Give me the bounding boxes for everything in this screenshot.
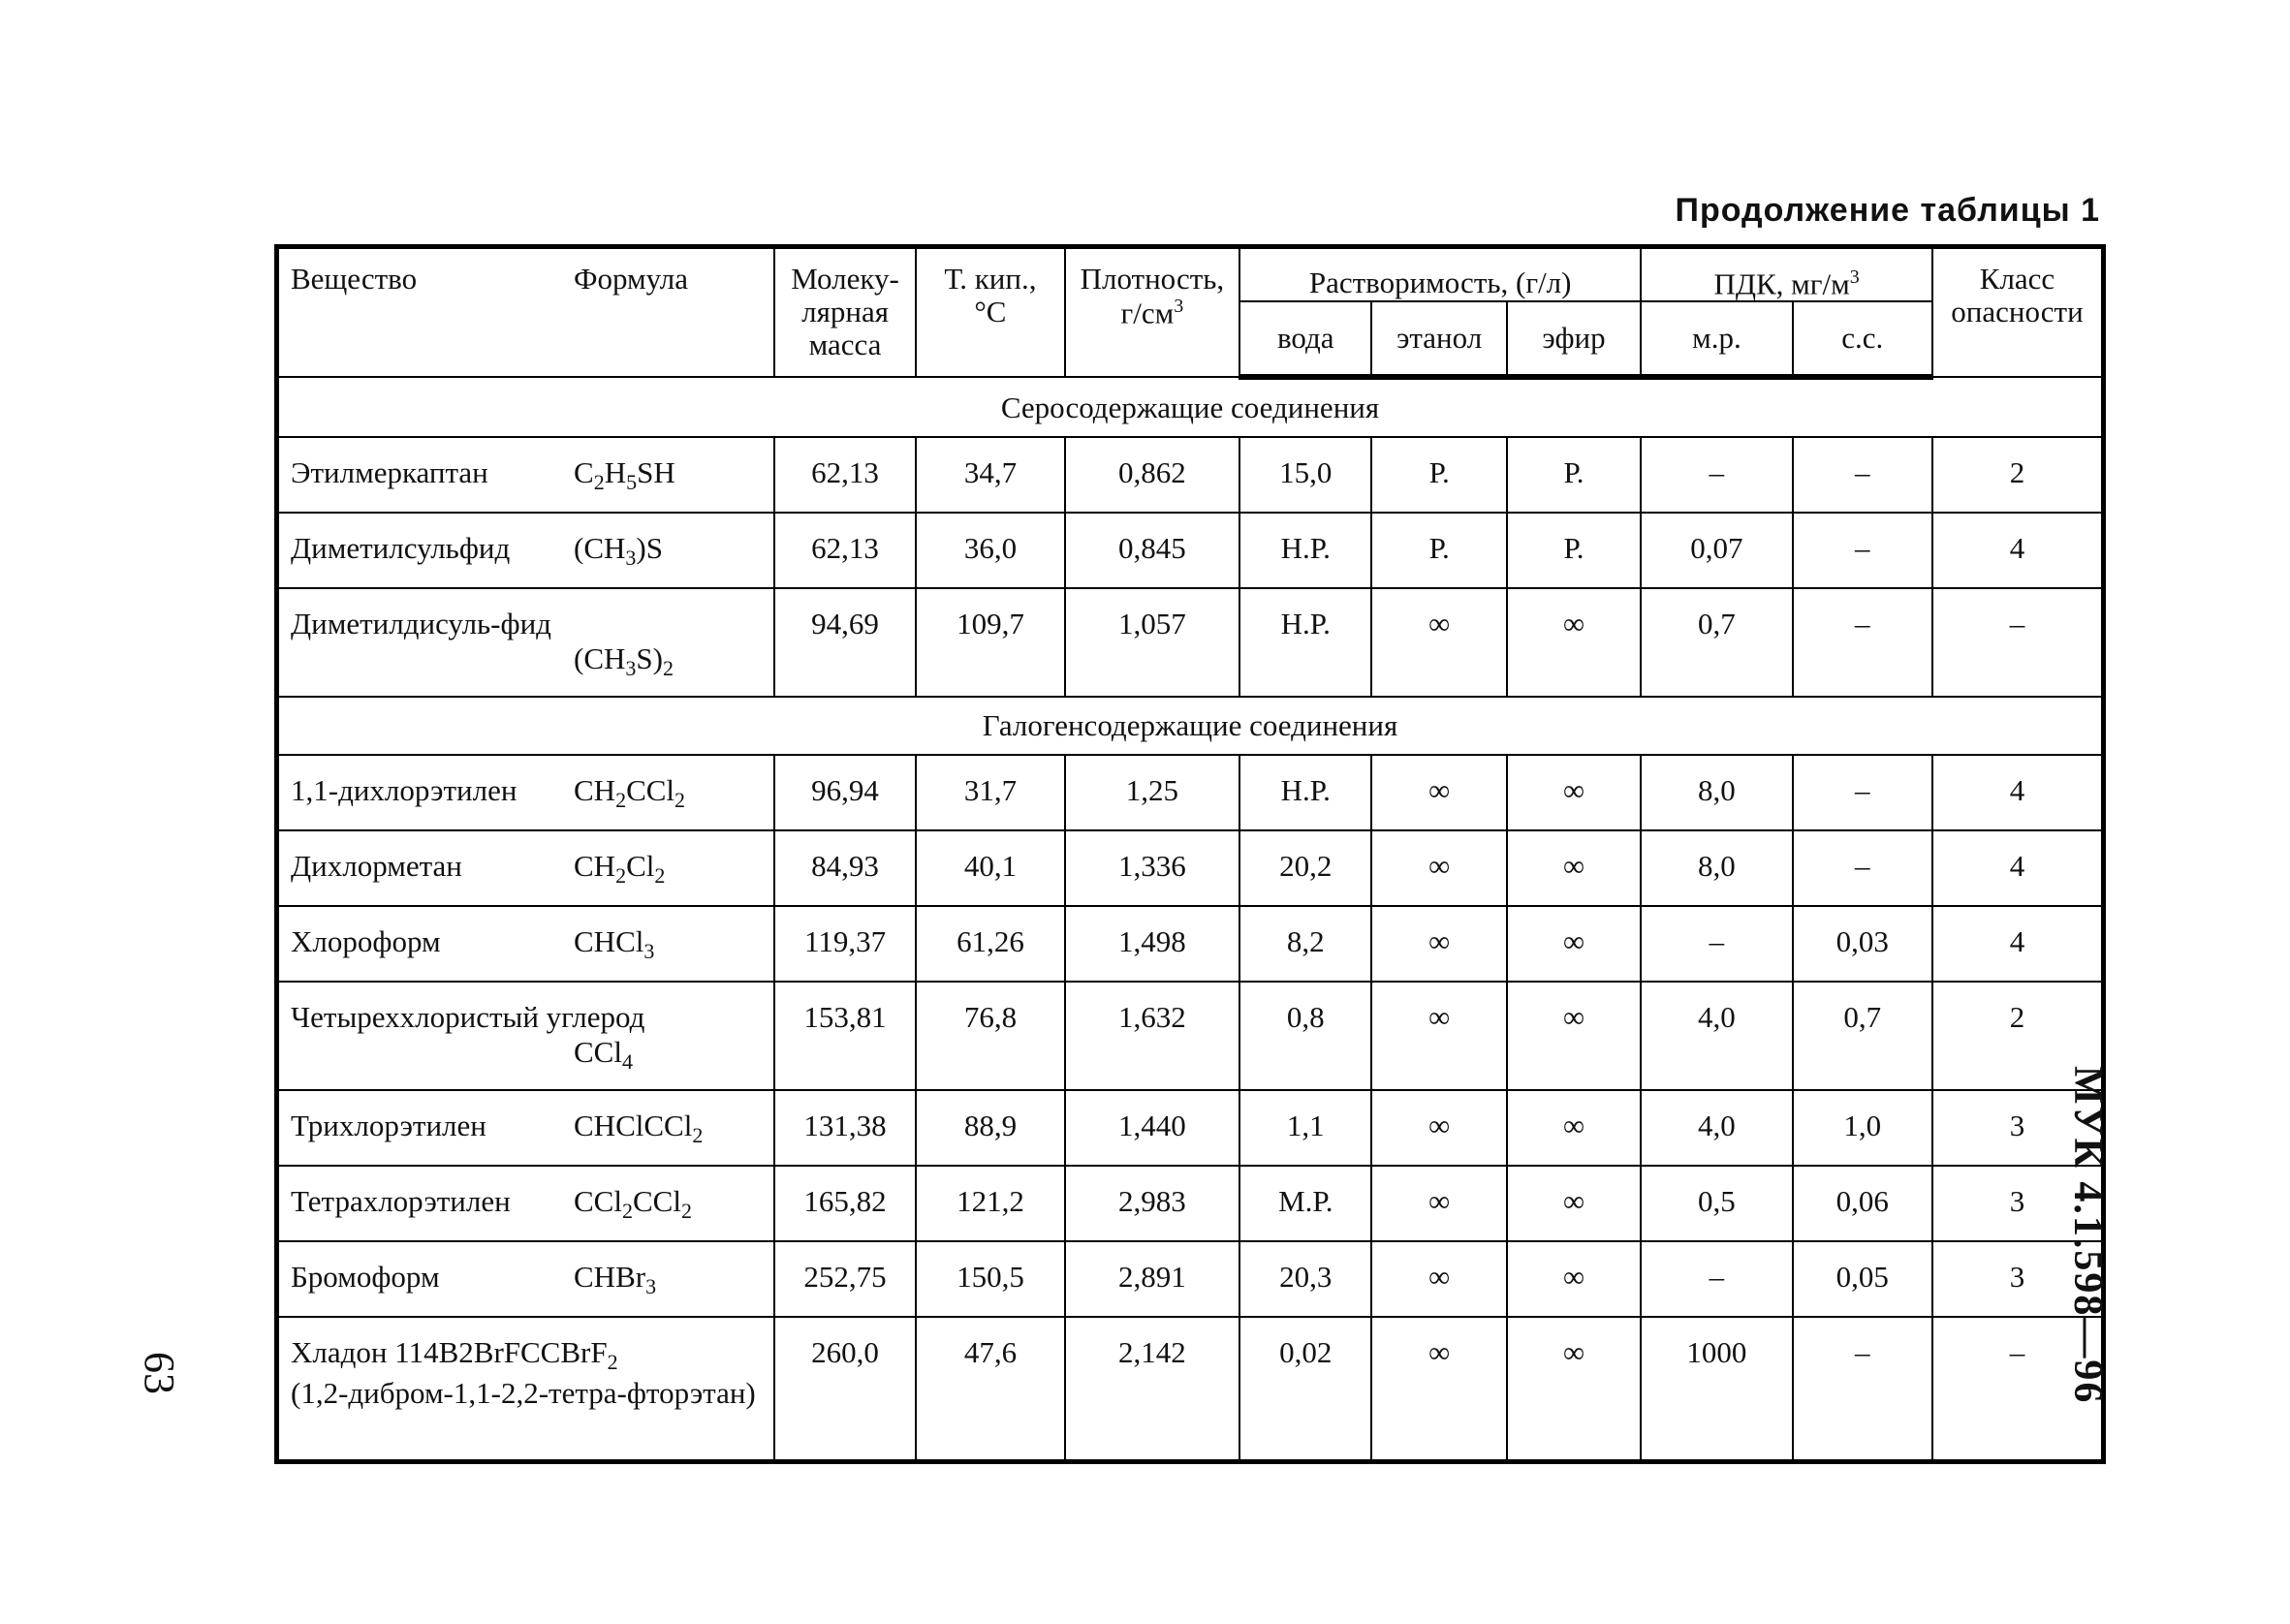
table-row: [277, 1241, 2104, 1317]
hazard-cell: 3: [1932, 1166, 2104, 1241]
mr-cell: 0,7: [1641, 588, 1792, 697]
section-row: [277, 377, 2104, 437]
mass-cell: 131,38: [774, 1090, 916, 1166]
formula: $CH_2CCl_2$: [574, 773, 686, 813]
mr-cell: 8,0: [1641, 830, 1792, 906]
substance-name: Диметилдисуль-фид: [291, 607, 551, 641]
ss-cell: –: [1793, 755, 1932, 830]
ether-cell: ∞: [1507, 1317, 1641, 1462]
mass-cell: 94,69: [774, 588, 916, 697]
table-row: [277, 830, 2104, 906]
density-cell: 0,845: [1065, 513, 1239, 588]
header-density: [1065, 247, 1239, 378]
mass-cell: 84,93: [774, 830, 916, 906]
mass-cell: 153,81: [774, 982, 916, 1090]
table-row: [277, 1166, 2104, 1241]
section-title: Серосодержащие соединения: [277, 377, 2104, 437]
ss-cell: –: [1793, 830, 1932, 906]
hazard-cell: 4: [1932, 830, 2104, 906]
bp-cell: 61,26: [916, 906, 1064, 982]
ethanol-cell: Р.: [1371, 437, 1506, 513]
mr-cell: 0,5: [1641, 1166, 1792, 1241]
properties-table: [274, 244, 2106, 1464]
mass-cell: 62,13: [774, 437, 916, 513]
header-substance: Вещество: [291, 262, 418, 296]
header-formula: Формула: [574, 262, 689, 296]
water-cell: 20,3: [1239, 1241, 1371, 1317]
hazard-cell: 2: [1932, 437, 2104, 513]
mass-cell: 260,0: [774, 1317, 916, 1462]
ethanol-cell: Р.: [1371, 513, 1506, 588]
bp-cell: 76,8: [916, 982, 1064, 1090]
substance-cell: [277, 1241, 774, 1317]
ether-cell: ∞: [1507, 1166, 1641, 1241]
mr-cell: 8,0: [1641, 755, 1792, 830]
water-cell: 0,02: [1239, 1317, 1371, 1462]
mr-cell: –: [1641, 1241, 1792, 1317]
mass-cell: 119,37: [774, 906, 916, 982]
density-cell: 1,498: [1065, 906, 1239, 982]
substance-name: Этилмеркаптан: [291, 455, 488, 490]
header-bp: Т. кип., °С: [916, 247, 1064, 378]
water-cell: 0,8: [1239, 982, 1371, 1090]
table-row: [277, 982, 2104, 1090]
substance-name: Хлороформ: [291, 924, 441, 959]
density-cell: 1,25: [1065, 755, 1239, 830]
bp-cell: 150,5: [916, 1241, 1064, 1317]
substance-cell: [277, 755, 774, 830]
hazard-cell: –: [1932, 588, 2104, 697]
water-cell: Н.Р.: [1239, 755, 1371, 830]
ethanol-cell: ∞: [1371, 755, 1506, 830]
formula: CHClCCl$_2$: [574, 1109, 704, 1148]
ss-cell: 0,05: [1793, 1241, 1932, 1317]
formula: CCl$_4$: [574, 1035, 633, 1075]
substance-name: Тетрахлорэтилен: [291, 1184, 511, 1219]
table-row: [277, 1090, 2104, 1166]
substance-cell: [277, 1090, 774, 1166]
water-cell: 15,0: [1239, 437, 1371, 513]
hazard-cell: –: [1932, 1317, 2104, 1462]
hazard-cell: 2: [1932, 982, 2104, 1090]
density-cell: 1,057: [1065, 588, 1239, 697]
ss-cell: –: [1793, 513, 1932, 588]
formula: BrFCCBrF$_2$: [473, 1335, 618, 1375]
table-row: [277, 437, 2104, 513]
hazard-cell: 3: [1932, 1090, 2104, 1166]
ethanol-cell: ∞: [1371, 1166, 1506, 1241]
substance-cell: [277, 588, 774, 697]
formula: CHCl$_3$: [574, 924, 655, 964]
mass-cell: 252,75: [774, 1241, 916, 1317]
density-cell: 0,862: [1065, 437, 1239, 513]
ether-cell: ∞: [1507, 755, 1641, 830]
density-cell: 1,440: [1065, 1090, 1239, 1166]
header-pdk: [1641, 247, 1932, 302]
water-cell: М.Р.: [1239, 1166, 1371, 1241]
bp-cell: 34,7: [916, 437, 1064, 513]
mr-cell: –: [1641, 906, 1792, 982]
bp-cell: 36,0: [916, 513, 1064, 588]
substance-cell: [277, 513, 774, 588]
header-ss: с.с.: [1793, 301, 1932, 377]
ss-cell: 1,0: [1793, 1090, 1932, 1166]
substance-name: Хладон 114В2: [291, 1335, 474, 1370]
header-substance-formula: [277, 247, 774, 378]
header-pdk-sup: 3: [1849, 266, 1860, 288]
substance-name: Трихлорэтилен: [291, 1109, 486, 1143]
water-cell: 1,1: [1239, 1090, 1371, 1166]
header-mr: м.р.: [1641, 301, 1792, 377]
table-body: [277, 377, 2104, 1462]
substance-note: (1,2-дибром-1,1-2,2-тетра-фторэтан): [291, 1375, 756, 1410]
ether-cell: Р.: [1507, 437, 1641, 513]
header-mol-mass: Молеку-лярная масса: [774, 247, 916, 378]
header-pdk-label: ПДК, мг/м: [1713, 266, 1850, 301]
formula: CHBr$_3$: [574, 1260, 657, 1299]
ether-cell: ∞: [1507, 588, 1641, 697]
header-hazard: Класс опасности: [1932, 247, 2104, 378]
table-row: [277, 513, 2104, 588]
bp-cell: 31,7: [916, 755, 1064, 830]
header-water: вода: [1239, 301, 1371, 377]
bp-cell: 40,1: [916, 830, 1064, 906]
table-row: [277, 906, 2104, 982]
substance-cell: [277, 437, 774, 513]
substance-cell: [277, 906, 774, 982]
header-density-label: Плотность, г/см: [1080, 262, 1225, 330]
header-row-1: [277, 247, 2104, 302]
bp-cell: 47,6: [916, 1317, 1064, 1462]
ether-cell: ∞: [1507, 830, 1641, 906]
formula: $C_2H_5SH$: [574, 455, 675, 495]
ethanol-cell: ∞: [1371, 1241, 1506, 1317]
mr-cell: 0,07: [1641, 513, 1792, 588]
mr-cell: 4,0: [1641, 982, 1792, 1090]
water-cell: 8,2: [1239, 906, 1371, 982]
ss-cell: –: [1793, 588, 1932, 697]
ether-cell: ∞: [1507, 982, 1641, 1090]
section-title: Галогенсодержащие соединения: [277, 697, 2104, 755]
ethanol-cell: ∞: [1371, 906, 1506, 982]
ethanol-cell: ∞: [1371, 588, 1506, 697]
substance-name: Дихлорметан: [291, 849, 462, 884]
ethanol-cell: ∞: [1371, 830, 1506, 906]
ethanol-cell: ∞: [1371, 982, 1506, 1090]
data-table-container: [274, 244, 2106, 1464]
substance-name: Бромоформ: [291, 1260, 440, 1295]
table-caption: Продолжение таблицы 1: [1675, 192, 2100, 229]
header-density-sup: 3: [1174, 296, 1184, 318]
hazard-cell: 4: [1932, 906, 2104, 982]
hazard-cell: 4: [1932, 513, 2104, 588]
table-row: [277, 588, 2104, 697]
substance-cell: [277, 982, 774, 1090]
water-cell: 20,2: [1239, 830, 1371, 906]
substance-name: Четыреххлористый углерод: [291, 1000, 645, 1035]
hazard-cell: 3: [1932, 1241, 2104, 1317]
ether-cell: Р.: [1507, 513, 1641, 588]
bp-cell: 88,9: [916, 1090, 1064, 1166]
bp-cell: 121,2: [916, 1166, 1064, 1241]
ether-cell: ∞: [1507, 906, 1641, 982]
water-cell: Н.Р.: [1239, 588, 1371, 697]
density-cell: 2,891: [1065, 1241, 1239, 1317]
density-cell: 2,142: [1065, 1317, 1239, 1462]
ethanol-cell: ∞: [1371, 1317, 1506, 1462]
mr-cell: 4,0: [1641, 1090, 1792, 1166]
substance-name: 1,1-дихлорэтилен: [291, 773, 518, 808]
hazard-cell: 4: [1932, 755, 2104, 830]
density-cell: 1,336: [1065, 830, 1239, 906]
substance-cell: [277, 1317, 774, 1462]
page-number: 63: [136, 1352, 183, 1394]
ether-cell: ∞: [1507, 1090, 1641, 1166]
ss-cell: 0,03: [1793, 906, 1932, 982]
ethanol-cell: ∞: [1371, 1090, 1506, 1166]
substance-name: Диметилсульфид: [291, 531, 511, 566]
formula: CCl$_2$CCl$_2$: [574, 1184, 692, 1224]
substance-cell: [277, 1166, 774, 1241]
density-cell: 2,983: [1065, 1166, 1239, 1241]
ss-cell: –: [1793, 1317, 1932, 1462]
mass-cell: 96,94: [774, 755, 916, 830]
header-solubility: Растворимость, (г/л): [1239, 247, 1641, 302]
formula: $(CH_3S)_2$: [574, 641, 674, 681]
mr-cell: 1000: [1641, 1317, 1792, 1462]
ss-cell: 0,06: [1793, 1166, 1932, 1241]
ether-cell: ∞: [1507, 1241, 1641, 1317]
header-ether: эфир: [1507, 301, 1641, 377]
formula: $(CH_3)S$: [574, 531, 663, 571]
document-code: МУК 4.1.598—96: [2065, 1066, 2110, 1405]
ss-cell: –: [1793, 437, 1932, 513]
section-row: [277, 697, 2104, 755]
table-row: [277, 1317, 2104, 1462]
mass-cell: 165,82: [774, 1166, 916, 1241]
substance-cell: [277, 830, 774, 906]
density-cell: 1,632: [1065, 982, 1239, 1090]
table-row: [277, 755, 2104, 830]
formula: $CH_2Cl_2$: [574, 849, 666, 889]
mr-cell: –: [1641, 437, 1792, 513]
mass-cell: 62,13: [774, 513, 916, 588]
water-cell: Н.Р.: [1239, 513, 1371, 588]
bp-cell: 109,7: [916, 588, 1064, 697]
ss-cell: 0,7: [1793, 982, 1932, 1090]
header-ethanol: этанол: [1371, 301, 1506, 377]
